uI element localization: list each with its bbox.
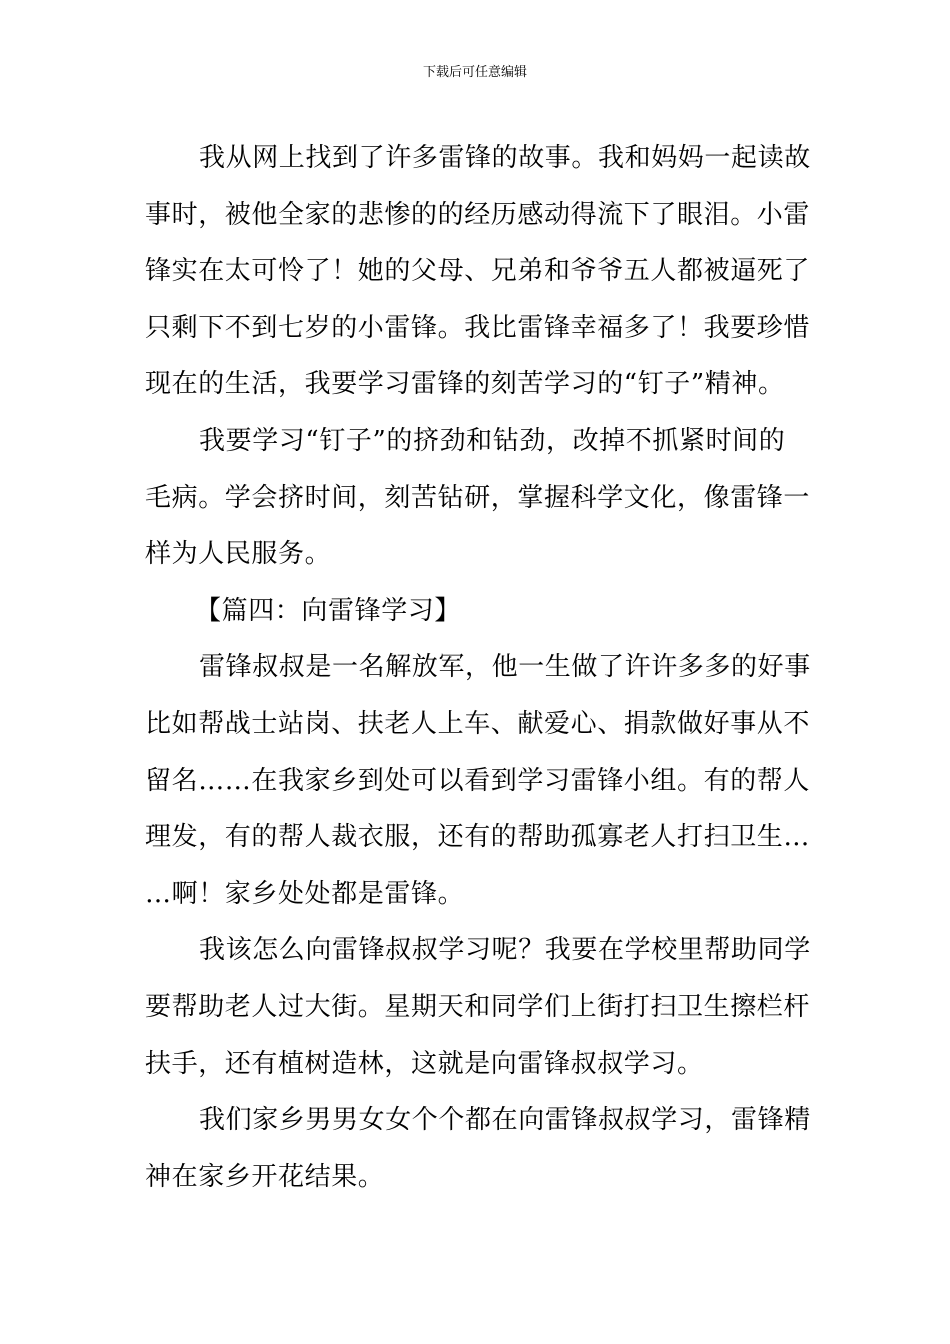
text-line: 扶手，还有植树造林，这就是向雷锋叔叔学习。 <box>145 1048 704 1079</box>
text-line: 只剩下不到七岁的小雷锋。我比雷锋幸福多了！我要珍惜 <box>145 312 811 343</box>
page-header: 下载后可任意编辑 <box>422 65 527 80</box>
text-line: 雷锋叔叔是一名解放军，他一生做了许许多多的好事 <box>199 652 811 683</box>
text-line: 要帮助老人过大街。星期天和同学们上街打扫卫生擦栏杆 <box>145 991 811 1022</box>
text-line: 理发，有的帮人裁衣服，还有的帮助孤寡老人打扫卫生… <box>145 822 811 853</box>
text-line: 比如帮战士站岗、扶老人上车、献爱心、捐款做好事从不 <box>145 708 811 739</box>
section-heading: 【篇四：向雷锋学习】 <box>195 595 462 626</box>
text-line: 我该怎么向雷锋叔叔学习呢？我要在学校里帮助同学 <box>199 935 811 966</box>
text-line: 事时，被他全家的悲惨的的经历感动得流下了眼泪。小雷 <box>145 199 811 230</box>
text-line: …啊！家乡处处都是雷锋。 <box>145 878 465 909</box>
text-line: 我们家乡男男女女个个都在向雷锋叔叔学习，雷锋精 <box>199 1105 811 1136</box>
text-line: 现在的生活，我要学习雷锋的刻苦学习的“钉子”精神。 <box>145 369 785 400</box>
text-line: 样为人民服务。 <box>145 539 332 570</box>
text-line: 留名……在我家乡到处可以看到学习雷锋小组。有的帮人 <box>145 765 811 796</box>
text-line: 神在家乡开花结果。 <box>145 1161 385 1192</box>
text-line: 我从网上找到了许多雷锋的故事。我和妈妈一起读故 <box>199 143 811 173</box>
text-line: 毛病。学会挤时间，刻苦钻研，掌握科学文化，像雷锋一 <box>145 482 811 513</box>
text-line: 锋实在太可怜了！她的父母、兄弟和爷爷五人都被逼死了 <box>145 256 811 287</box>
document-body <box>145 130 811 1205</box>
text-line: 我要学习“钉子”的挤劲和钻劲，改掉不抓紧时间的 <box>199 425 786 456</box>
